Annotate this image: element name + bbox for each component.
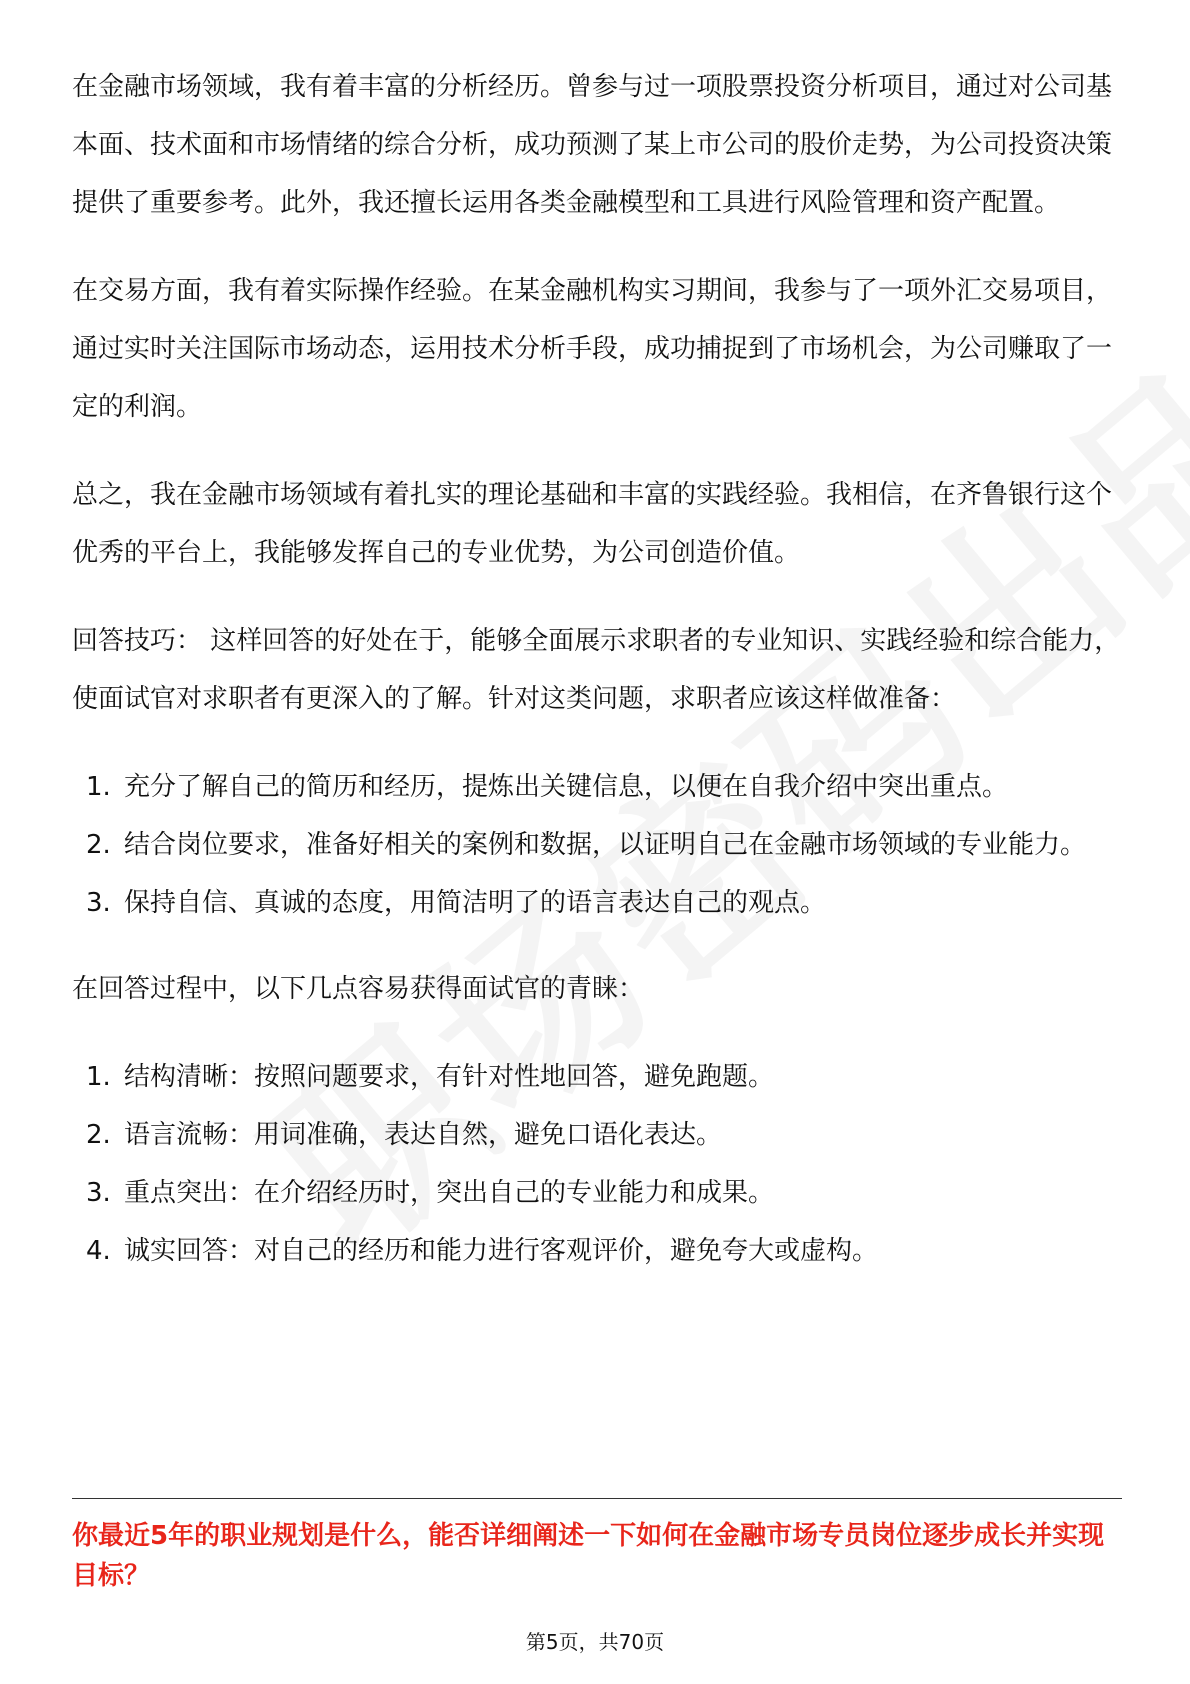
list-number: 1. xyxy=(86,1062,111,1092)
list-item-text: 语言流畅：用词准确，表达自然，避免口语化表达。 xyxy=(124,1120,723,1150)
list-item-text: 保持自信、真诚的态度，用简洁明了的语言表达自己的观点。 xyxy=(124,888,827,918)
document-body xyxy=(72,58,1122,1308)
list-item xyxy=(72,1164,1122,1222)
list-item xyxy=(72,816,1122,874)
list-item xyxy=(72,1048,1122,1106)
section-divider xyxy=(72,1498,1122,1499)
tips-list xyxy=(72,1048,1122,1280)
next-question-heading: 你最近5年的职业规划是什么，能否详细阐述一下如何在金融市场专员岗位逐步成长并实现目标？ xyxy=(72,1521,1105,1591)
list-number: 1. xyxy=(86,772,111,802)
list-item xyxy=(72,874,1122,932)
paragraph-summary: 总之，我在金融市场领域有着扎实的理论基础和丰富的实践经验。我相信，在齐鲁银行这个优秀的平台上，我能够发挥自己的专业优势，为公司创造价值。 xyxy=(72,480,1113,568)
list-item-text: 结合岗位要求，准备好相关的案例和数据，以证明自己在金融市场领域的专业能力。 xyxy=(124,830,1087,860)
list-number: 3. xyxy=(86,1178,111,1208)
paragraph-tips-intro: 在回答过程中，以下几点容易获得面试官的青睐： xyxy=(72,974,645,1004)
list-item-text: 充分了解自己的简历和经历，提炼出关键信息，以便在自我介绍中突出重点。 xyxy=(124,772,1009,802)
paragraph-analysis-experience: 在金融市场领域，我有着丰富的分析经历。曾参与过一项股票投资分析项目，通过对公司基本面、技术面和市场情绪的综合分析，成功预测了某上市公司的股价走势，为公司投资决策提供了重要参考。此外，我还擅长运用各类金融模型和工具进行风险管理和资产配置。 xyxy=(72,72,1113,218)
list-item xyxy=(72,758,1122,816)
list-item xyxy=(72,1222,1122,1280)
list-item xyxy=(72,1106,1122,1164)
list-number: 3. xyxy=(86,888,111,918)
list-item-text: 重点突出：在介绍经历时，突出自己的专业能力和成果。 xyxy=(124,1178,775,1208)
paragraph-trading-experience: 在交易方面，我有着实际操作经验。在某金融机构实习期间，我参与了一项外汇交易项目，通过实时关注国际市场动态，运用技术分析手段，成功捕捉到了市场机会，为公司赚取了一定的利润。 xyxy=(72,276,1113,422)
list-item-text: 结构清晰：按照问题要求，有针对性地回答，避免跑题。 xyxy=(124,1062,775,1092)
preparation-list xyxy=(72,758,1122,932)
list-number: 2. xyxy=(86,830,111,860)
list-number: 4. xyxy=(86,1236,111,1266)
list-item-text: 诚实回答：对自己的经历和能力进行客观评价，避免夸大或虚构。 xyxy=(124,1236,879,1266)
paragraph-answer-tips: 回答技巧： 这样回答的好处在于，能够全面展示求职者的专业知识、实践经验和综合能力，使面试官对求职者有更深入的了解。针对这类问题，求职者应该这样做准备： xyxy=(72,626,1121,714)
page-number: 第5页，共70页 xyxy=(525,1630,665,1654)
list-number: 2. xyxy=(86,1120,111,1150)
